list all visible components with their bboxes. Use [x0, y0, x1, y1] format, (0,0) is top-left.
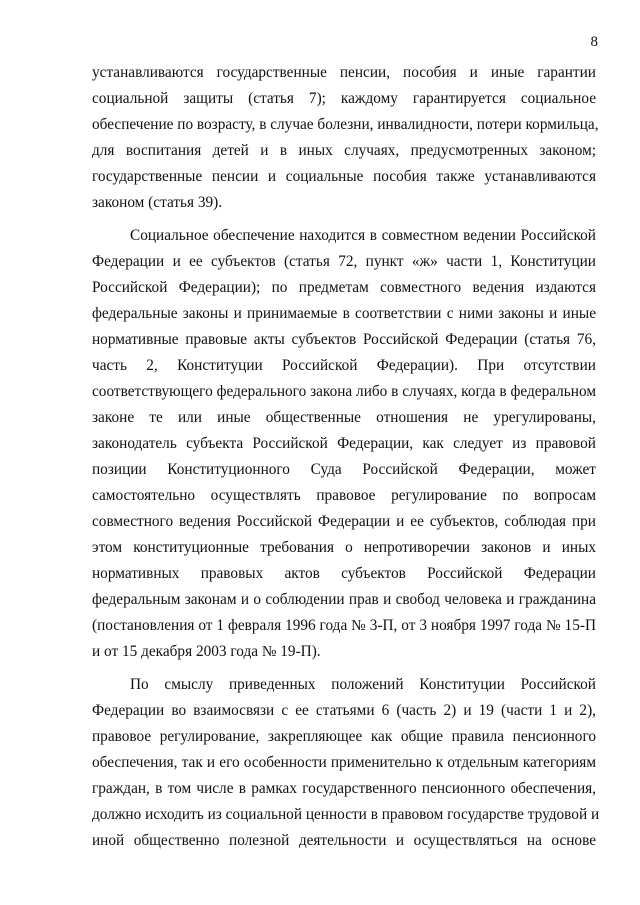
text-line: федеральным законам и о соблюдении прав и свобод человека и гражданина	[92, 591, 596, 608]
paragraph-1	[92, 60, 599, 216]
text-line: граждан, в том числе в рамках государственного пенсионного обеспечения,	[92, 780, 596, 797]
text-line: Российской Федерации); по предметам совместного ведения издаются	[92, 279, 596, 296]
text-line: часть 2, Конституции Российской Федерации). При отсутствии	[92, 357, 596, 374]
text-line: (постановления от 1 февраля 1996 года № 3-П, от 3 ноября 1997 года № 15-П	[92, 617, 596, 634]
text-line: для воспитания детей и в иных случаях, предусмотренных законом;	[92, 142, 596, 159]
text-line: должно исходить из социальной ценности в правовом государстве трудовой и	[92, 806, 600, 823]
text-line: нормативные правовые акты субъектов Российской Федерации (статья 76,	[92, 331, 596, 348]
text-line: совместного ведения Российской Федерации и ее субъектов, соблюдая при	[92, 513, 596, 530]
text-line: самостоятельно осуществлять правовое регулирование по вопросам	[92, 487, 596, 504]
text-line: и от 15 декабря 2003 года № 19-П).	[92, 643, 321, 660]
text-line: правовое регулирование, закрепляющее как общие правила пенсионного	[92, 728, 596, 745]
text-line: федеральные законы и принимаемые в соответствии с ними законы и иные	[92, 305, 596, 322]
text-line: соответствующего федерального закона либо в случаях, когда в федеральном	[92, 383, 596, 400]
text-line: устанавливаются государственные пенсии, пособия и иные гарантии	[92, 64, 596, 81]
text-line: обеспечение по возрасту, в случае болезни, инвалидности, потери кормильца,	[92, 116, 599, 133]
text-line: обеспечения, так и его особенности применительно к отдельным категориям	[92, 754, 596, 771]
text-line: государственные пенсии и социальные пособия также устанавливаются	[92, 168, 596, 185]
text-line: Федерации и ее субъектов (статья 72, пункт «ж» части 1, Конституции	[92, 253, 596, 270]
text-line: этом конституционные требования о непротиворечии законов и иных	[92, 539, 596, 556]
text-line: По смыслу приведенных положений Конституции Российской	[130, 676, 596, 693]
text-line: позиции Конституционного Суда Российской Федерации, может	[92, 461, 596, 478]
text-line: Социальное обеспечение находится в совместном ведении Российской	[130, 227, 596, 244]
text-line: иной общественно полезной деятельности и осуществляться на основе	[92, 832, 596, 849]
text-line: законодатель субъекта Российской Федерации, как следует из правовой	[92, 435, 596, 452]
document-body	[92, 60, 600, 854]
text-line: Федерации во взаимосвязи с ее статьями 6 (часть 2) и 19 (части 1 и 2),	[92, 702, 596, 719]
text-line: нормативных правовых актов субъектов Российской Федерации	[92, 565, 596, 582]
page-number: 8	[590, 34, 598, 50]
paragraph-3	[92, 672, 600, 854]
text-line: законом (статья 39).	[92, 194, 223, 211]
text-line: законе те или иные общественные отношения не урегулированы,	[92, 409, 596, 426]
text-line: социальной защиты (статья 7); каждому гарантируется социальное	[92, 90, 596, 107]
paragraph-2	[92, 223, 596, 665]
